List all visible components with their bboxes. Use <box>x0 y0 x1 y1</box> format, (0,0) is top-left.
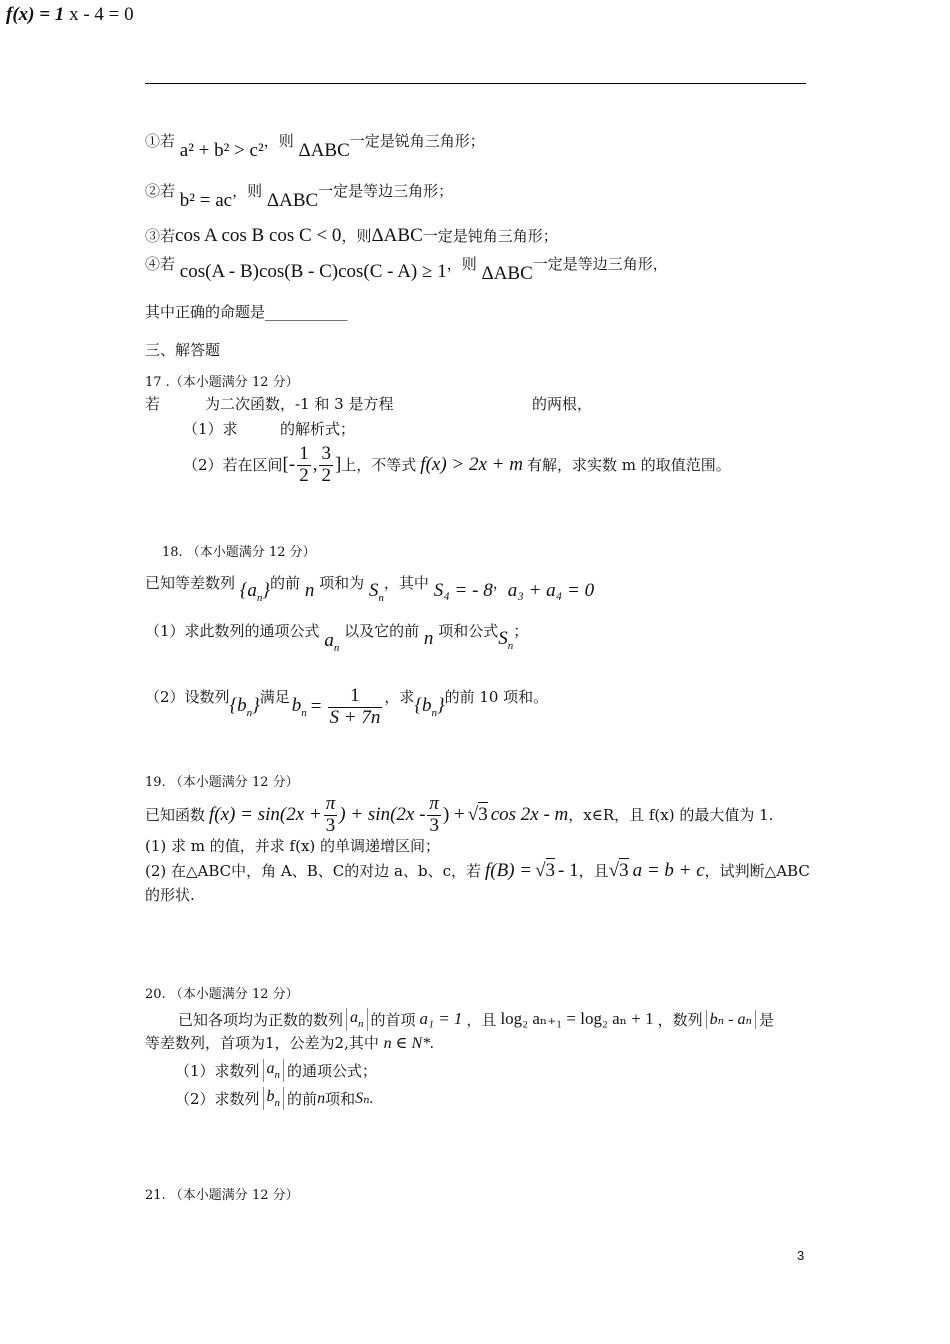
statement-condition: b² = ac <box>179 190 233 211</box>
q20-part2 <box>175 1087 374 1110</box>
statement-then: ，则 <box>232 182 263 200</box>
q17-inequality: f(x) > 2x + m <box>420 453 523 475</box>
q20-part2-Sn: Sₙ. <box>355 1090 374 1107</box>
q20-line1-e: 是 <box>758 1010 774 1029</box>
q17-part2-a: （2）若在区间 <box>183 456 283 475</box>
q17-part1-b: 的解析式； <box>280 420 356 438</box>
statement-triangle: ΔABC <box>266 190 319 211</box>
statement-condition: cos(A - B)cos(B - C)cos(C - A) ≥ 1 <box>179 261 447 282</box>
q20-cond2: log₂ aₙ₊₁ = log₂ aₙ + 1 <box>500 1009 654 1029</box>
q18-eq: = <box>310 695 322 717</box>
frac-denominator: 3 <box>325 814 336 836</box>
statement-result: 一定是等边三角形， <box>532 255 668 273</box>
q20-seq-an: $a_n$ <box>346 1008 368 1031</box>
frac-numerator: π <box>429 793 439 814</box>
q17-line1-b: 为二次函数，-1 和 3 是方程 <box>205 395 394 413</box>
q17-part1-a: （1）求 <box>183 420 238 438</box>
statement-result: 一定是钝角三角形； <box>422 227 558 245</box>
q20-part1-seq: $a_n$ <box>263 1059 285 1082</box>
section-title: 三、解答题 <box>145 341 221 359</box>
q17-interval-right: ] <box>334 453 342 475</box>
q20-line1-a: 已知各项均为正数的数列 <box>178 1010 344 1029</box>
q19-pi-frac1 <box>324 794 338 837</box>
a-symbol: a <box>350 1009 359 1026</box>
q20-part1-a: （1）求数列 <box>175 1061 260 1080</box>
statement-condition: a² + b² > c² <box>179 140 264 161</box>
q18-fraction <box>328 686 383 729</box>
corner-formula-main: f(x) = 1 <box>6 4 65 25</box>
S-symbol: S <box>368 580 379 601</box>
q19-formula-c: ) + <box>442 803 465 825</box>
q20-part1-b: 的通项公式； <box>287 1061 378 1080</box>
q20-cond1: a₁ = 1 <box>419 1009 463 1029</box>
correct-prompt: 其中正确的命题是___________ <box>145 303 348 321</box>
q19-part2-a: (2) 在△ABC中，角 A、B、C的对边 a、b、c，若 <box>145 862 481 881</box>
statement-then: ，则 <box>263 132 294 150</box>
q18-part2-c: ，求 <box>384 688 415 707</box>
q18-line1 <box>145 572 595 604</box>
statement-then: ，则 <box>446 255 477 273</box>
seq-symbol: {b <box>229 694 247 716</box>
q19-head: 19. （本小题满分 12 分） <box>145 775 299 790</box>
q18-part2-d: 的前 10 项和。 <box>444 688 549 707</box>
q20-part2-seq: $b_n$ <box>263 1087 285 1110</box>
q19-sqrt3: √3 <box>467 803 488 825</box>
q21-head: 21. （本小题满分 12 分） <box>145 1188 299 1203</box>
q20-line1 <box>178 1008 774 1031</box>
page-number: 3 <box>797 1248 805 1263</box>
corner-formula <box>6 4 134 27</box>
q18-line1-d: ，其中 <box>383 574 429 592</box>
q17-line1 <box>145 395 160 413</box>
q18-cond2: a₃ + a₄ = 0 <box>507 580 595 601</box>
q18-an: $a_n$ <box>324 630 340 654</box>
q18-part1-end: ； <box>513 622 529 640</box>
q18-part2-a: （2）设数列 <box>145 688 230 707</box>
q17-interval-frac1 <box>297 444 311 487</box>
a-symbol: a <box>266 1060 275 1077</box>
frac-denominator: 2 <box>321 464 331 486</box>
q19-line1 <box>145 794 773 837</box>
sqrt-radicand: 3 <box>545 860 556 881</box>
frac-denominator: 2 <box>299 464 309 486</box>
q20-line1-b: 的首项 <box>370 1010 416 1029</box>
q18-seq-an: $\{a_n\}$ <box>239 580 271 604</box>
q18-part1-c: 项和公式 <box>438 622 499 640</box>
frac-numerator: 3 <box>321 443 331 464</box>
statement-triangle: ΔABC <box>481 263 533 284</box>
q19-formula-b: ) + sin(2x - <box>339 803 426 825</box>
q18-head: 18. （本小题满分 12 分） <box>162 545 316 560</box>
q18-line1-a: 已知等差数列 <box>145 574 236 592</box>
statement-4 <box>145 253 668 284</box>
q19-pi-frac2 <box>427 794 441 837</box>
q18-part1-n: n <box>423 628 434 649</box>
statement-triangle: ΔABC <box>298 140 350 161</box>
b-symbol: b <box>266 1088 275 1105</box>
a-symbol: a <box>324 630 334 651</box>
frac-numerator: π <box>325 793 336 814</box>
q19-part2 <box>145 860 810 883</box>
q17-interval-comma: , <box>312 453 318 475</box>
statement-2 <box>145 180 454 211</box>
q19-sqrt3-b: √3 <box>535 860 556 881</box>
q20-part1 <box>175 1059 377 1082</box>
q18-cond1: S₄ = - 8 <box>433 580 493 601</box>
q18-part1-a: （1）求此数列的通项公式 <box>145 622 320 640</box>
q19-formula-a: f(x) = sin(2x + <box>209 803 322 825</box>
q18-seq-bn: $\{b_n\}$ <box>229 694 260 719</box>
q17-part2-b: 上，不等式 <box>341 456 417 475</box>
q19-part1: (1) 求 m 的值，并求 f(x) 的单调递增区间； <box>145 837 441 855</box>
q19-part2-c: ，试判断△ABC <box>704 862 810 881</box>
q20-part2-n: n <box>317 1090 326 1107</box>
q17-part2-c: 有解，求实数 m 的取值范围。 <box>526 456 731 475</box>
q19-line1-b: ，x∈R，且 f(x) 的最大值为 1. <box>568 806 774 825</box>
q19-line1-a: 已知函数 <box>145 806 206 825</box>
q18-part1-b: 以及它的前 <box>344 622 420 640</box>
statement-1 <box>145 130 485 161</box>
q19-part2-d: 的形状. <box>145 886 195 904</box>
statement-label: ④若 <box>145 255 176 273</box>
q18-n: n <box>304 580 315 601</box>
q18-bn: $b_n$ <box>291 694 307 719</box>
q18-line1-c: 项和为 <box>319 574 365 592</box>
q20-part2-b: 的前 <box>287 1089 318 1108</box>
statement-label: ①若 <box>145 132 176 150</box>
statement-then: ，则 <box>341 227 372 245</box>
sqrt-radicand: 3 <box>478 803 488 825</box>
q17-interval-frac2 <box>319 444 333 487</box>
b-symbol: b <box>291 694 302 716</box>
q20-line1-d: ，数列 <box>657 1010 703 1029</box>
frac-numerator: 1 <box>299 443 309 464</box>
q19-fB-minus: - 1 <box>558 860 579 881</box>
statement-result: 一定是锐角三角形； <box>349 132 485 150</box>
q19-cond: a = b + c <box>632 860 705 881</box>
statement-3 <box>145 225 558 248</box>
q19-formula-d: cos 2x - m <box>490 803 569 825</box>
q17-line1-c: 的两根， <box>532 395 593 413</box>
q20-set: n ∈ N*. <box>383 1035 435 1052</box>
statement-condition: cos A cos B cos C < 0 <box>175 225 342 246</box>
frac-numerator: 1 <box>328 686 383 708</box>
q20-line1-c: ，且 <box>466 1010 497 1029</box>
q18-seq-bn2: $\{b_n\}$ <box>414 694 445 719</box>
q19-part2-b: ，且 <box>578 862 609 881</box>
q17-line1-a: 若 <box>145 395 161 413</box>
q18-part1-Sn: $S_n$ <box>498 628 514 652</box>
q18-part1 <box>145 620 529 654</box>
frac-denominator: S + 7n <box>329 706 381 728</box>
q20-line2-text: 等差数列，首项为1，公差为2,其中 <box>145 1034 379 1052</box>
sqrt-radicand: 3 <box>619 860 629 881</box>
seq-symbol: {b <box>414 694 432 716</box>
header-rule <box>145 83 806 84</box>
q17-head: 17 .（本小题满分 12 分） <box>145 375 299 390</box>
q18-Sn: $S_n$ <box>368 580 384 604</box>
q20-part2-a: （2）求数列 <box>175 1089 260 1108</box>
q19-sqrt3-c: √3 <box>608 860 629 881</box>
seq-symbol: {a <box>239 580 257 601</box>
corner-formula-overlay: x - 4 = 0 <box>69 4 134 25</box>
frac-denominator: 3 <box>429 814 439 836</box>
q18-part2 <box>145 676 549 728</box>
S-symbol: S <box>498 628 508 649</box>
statement-result: 一定是等边三角形； <box>318 182 454 200</box>
statement-label: ②若 <box>145 182 176 200</box>
q17-interval-left: [- <box>282 453 296 475</box>
q20-head: 20. （本小题满分 12 分） <box>145 987 299 1002</box>
q19-fB: f(B) = <box>484 860 533 881</box>
q18-sep: ， <box>492 574 508 592</box>
q20-seq-bn-an: bₙ - aₙ <box>706 1010 756 1029</box>
q20-part2-c: 项和 <box>325 1089 356 1108</box>
q18-line1-b: 的前 <box>270 574 301 592</box>
statement-triangle: ΔABC <box>371 225 423 246</box>
q17-part2 <box>183 444 731 487</box>
statement-label: ③若 <box>145 227 176 245</box>
q18-part2-b: 满足 <box>259 688 290 707</box>
q20-line2 <box>145 1034 434 1053</box>
